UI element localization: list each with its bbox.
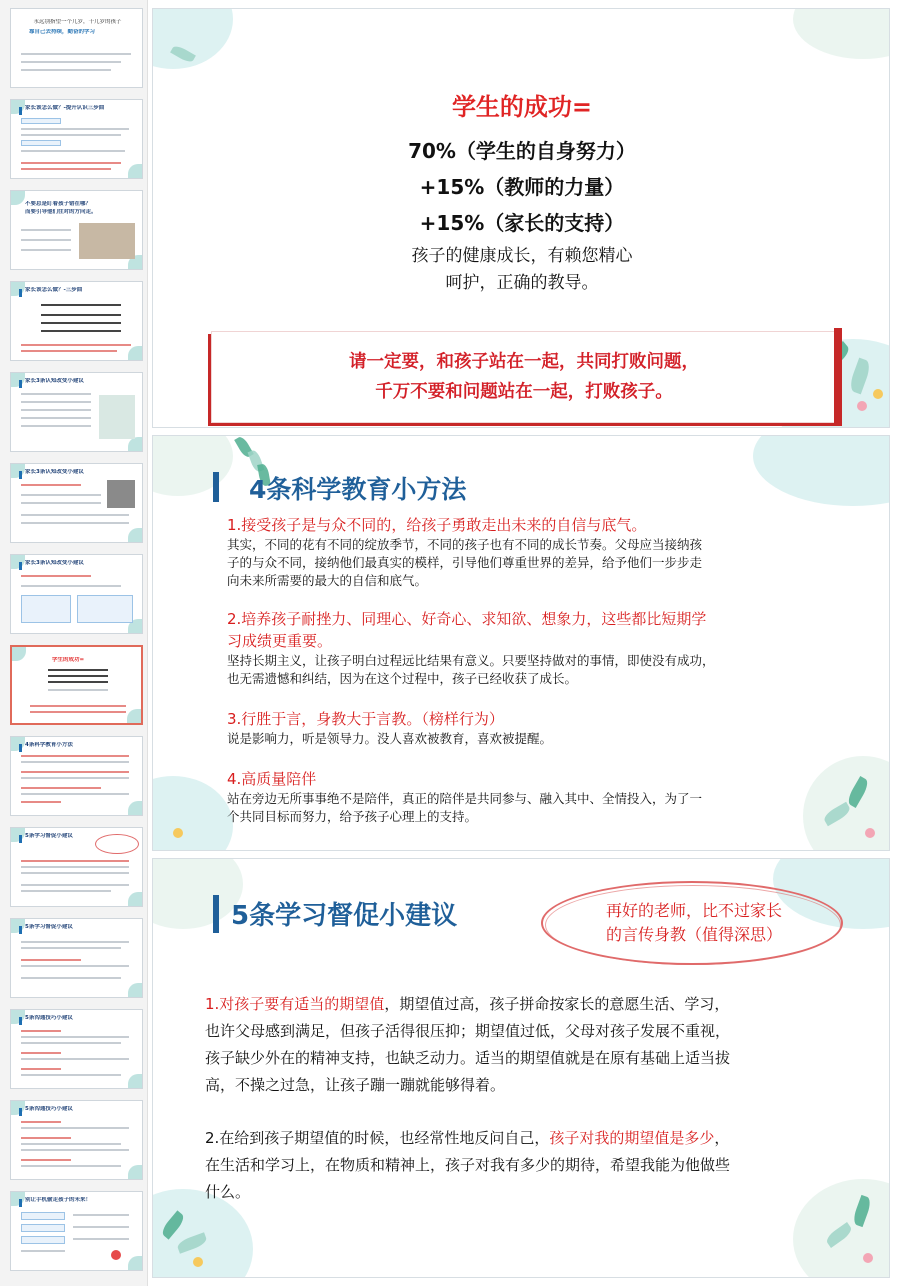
thumbnail-title: 家长3条认知改变小建议 <box>25 560 84 566</box>
method-1-line-3: 向未来所需要的最大的自信和底气。 <box>227 573 428 588</box>
slide-thumbnail-2[interactable] <box>10 99 143 179</box>
watercolor-decoration <box>793 8 890 59</box>
thumbnail-title: 不要总是盯着孩子错在哪？ <box>25 201 92 207</box>
suggestion-2-comma: ， <box>714 1129 730 1147</box>
flower-decoration <box>873 389 883 399</box>
slide-success-formula[interactable] <box>152 8 890 428</box>
method-3-heading: 3.行胜于言，身教大于言教。（榜样行为） <box>227 710 504 728</box>
slide-thumbnail-3[interactable] <box>10 190 143 270</box>
watercolor-decoration <box>152 776 233 851</box>
flower-decoration <box>193 1257 203 1267</box>
thumbnail-subtitle: 靠自己去持续，勤奋的学习 <box>29 29 96 35</box>
formula-line-1: 70%（学生的自身努力） <box>408 139 636 163</box>
watercolor-decoration <box>753 435 890 506</box>
method-2-line-2: 也无需遗憾和纠结，因为在这个过程中，孩子已经收获了成长。 <box>227 671 578 686</box>
slide-thumbnail-9[interactable] <box>10 736 143 816</box>
suggestion-2-text: 2.在给到孩子期望值的时候，也经常性地反问自己， <box>205 1129 550 1147</box>
slide-thumbnail-5[interactable] <box>10 372 143 452</box>
formula-body-line-1: 孩子的健康成长，有赖您精心 <box>411 246 633 266</box>
callout-line-1: 再好的老师，比不过家长 <box>605 901 782 920</box>
thumbnail-title: 家长该怎么做？-三步曲 <box>25 287 83 293</box>
suggestion-2-line-3: 什么。 <box>205 1183 251 1201</box>
thumbnail-title: 5条沟通技巧小建议 <box>25 1015 73 1021</box>
flower-decoration <box>865 828 875 838</box>
method-1-line-1: 其实，不同的花有不同的绽放季节，不同的孩子也有不同的成长节奏。父母应当接纳孩 <box>227 537 703 552</box>
thumbnail-title: 别让手机偷走孩子的未来！ <box>25 1197 92 1203</box>
method-2-heading-line-2: 习成绩更重要。 <box>227 632 333 650</box>
thumbnail-title: 家长该怎么做？-提升认识三步曲 <box>25 105 105 111</box>
thumbnail-title: 家长3条认知改变小建议 <box>25 469 84 475</box>
suggestion-1 <box>205 991 855 1099</box>
flower-decoration <box>857 401 867 411</box>
method-2-line-1: 坚持长期主义，让孩子明白过程远比结果有意义。只要坚持做对的事情，即使没有成功， <box>227 653 715 668</box>
formula-line-3: +15%（家长的支持） <box>419 211 625 235</box>
callout-line-1: 请一定要，和孩子站在一起，共同打败问题， <box>349 352 699 372</box>
suggestion-2-line-1 <box>205 1125 855 1152</box>
callout-box <box>211 331 837 423</box>
callout-line-2: 千万不要和问题站在一起，打败孩子。 <box>375 382 673 402</box>
method-1-heading: 1.接受孩子是与众不同的，给孩子勇敢走出未来的自信与底气。 <box>227 516 647 534</box>
flower-decoration <box>863 1253 873 1263</box>
thumbnail-title: 4条科学教育小方法 <box>25 742 73 748</box>
callout-line-2: 的言传身教（值得深思） <box>605 925 782 944</box>
suggestion-1-line-1 <box>205 991 855 1018</box>
thumbnail-title: 5条学习督促小建议 <box>25 833 73 839</box>
flower-decoration <box>173 828 183 838</box>
suggestion-2 <box>205 1125 855 1206</box>
suggestion-1-line-4: 高，不操之过急，让孩子蹦一蹦就能够得着。 <box>205 1076 506 1094</box>
slide-study-supervision[interactable] <box>152 858 890 1278</box>
method-4-line-2: 个共同目标而努力，给予孩子心理上的支持。 <box>227 809 478 824</box>
thumbnail-title: 5条沟通技巧小建议 <box>25 1106 73 1112</box>
slide-thumbnail-panel <box>0 0 148 1286</box>
title-accent-bar <box>213 472 219 502</box>
slide-title: 4条科学教育小方法 <box>249 475 467 504</box>
slide-thumbnail-7[interactable] <box>10 554 143 634</box>
suggestion-1-highlight: 1.对孩子要有适当的期望值 <box>205 995 385 1013</box>
slide-education-methods[interactable] <box>152 435 890 851</box>
slide-thumbnail-1[interactable] <box>10 8 143 88</box>
slide-thumbnail-11[interactable] <box>10 918 143 998</box>
watercolor-decoration <box>152 858 243 929</box>
callout-text <box>549 899 839 947</box>
slide-thumbnail-4[interactable] <box>10 281 143 361</box>
watercolor-decoration <box>152 435 233 496</box>
method-2-heading-line-1: 2.培养孩子耐挫力、同理心、好奇心、求知欲、想象力，这些都比短期学 <box>227 610 707 628</box>
thumbnail-title: 永远别指望一个几岁，十几岁的孩子 <box>33 19 122 25</box>
suggestion-1-text: ，期望值过高，孩子拼命按家长的意愿生活、学习， <box>384 995 730 1013</box>
suggestion-2-highlight: 孩子对我的期望值是多少 <box>549 1129 715 1147</box>
slide-thumbnail-12[interactable] <box>10 1009 143 1089</box>
slide-thumbnail-6[interactable] <box>10 463 143 543</box>
formula-body-line-2: 呵护，正确的教导。 <box>445 273 599 293</box>
thumbnail-title: 家长3条认知改变小建议 <box>25 378 84 384</box>
suggestion-1-line-2: 也许父母感到满足，但孩子活得很压抑；期望值过低，父母对孩子发展不重视， <box>205 1022 731 1040</box>
slide-thumbnail-13[interactable] <box>10 1100 143 1180</box>
method-4-heading: 4.高质量陪伴 <box>227 770 317 788</box>
formula-title: 学生的成功= <box>451 93 593 121</box>
slide-thumbnail-8[interactable] <box>10 645 143 725</box>
slide-title: 5条学习督促小建议 <box>231 901 458 931</box>
thumbnail-title: 学生的成功= <box>52 657 85 663</box>
thumbnail-title: 5条学习督促小建议 <box>25 924 73 930</box>
title-accent-bar <box>213 895 219 933</box>
method-1-line-2: 子的与众不同，接纳他们最真实的模样，引导他们尊重世界的差异，给予他们一步步走 <box>227 555 703 570</box>
formula-line-2: +15%（教师的力量） <box>419 175 625 199</box>
method-3-line-1: 说是影响力，听是领导力。没人喜欢被教育，喜欢被提醒。 <box>227 731 553 746</box>
suggestion-2-line-2: 在生活和学习上，在物质和精神上，孩子对我有多少的期待，希望我能为他做些 <box>205 1156 731 1174</box>
slide-thumbnail-14[interactable] <box>10 1191 143 1271</box>
thumbnail-subtitle: 而要引导他们往对的方向走。 <box>25 209 97 215</box>
slide-thumbnail-10[interactable] <box>10 827 143 907</box>
method-4-line-1: 站在旁边无所事事绝不是陪伴，真正的陪伴是共同参与、融入其中、全情投入，为了一 <box>227 791 703 806</box>
suggestion-1-line-3: 孩子缺少外在的精神支持，也缺乏动力。适当的期望值就是在原有基础上适当拔 <box>205 1049 731 1067</box>
